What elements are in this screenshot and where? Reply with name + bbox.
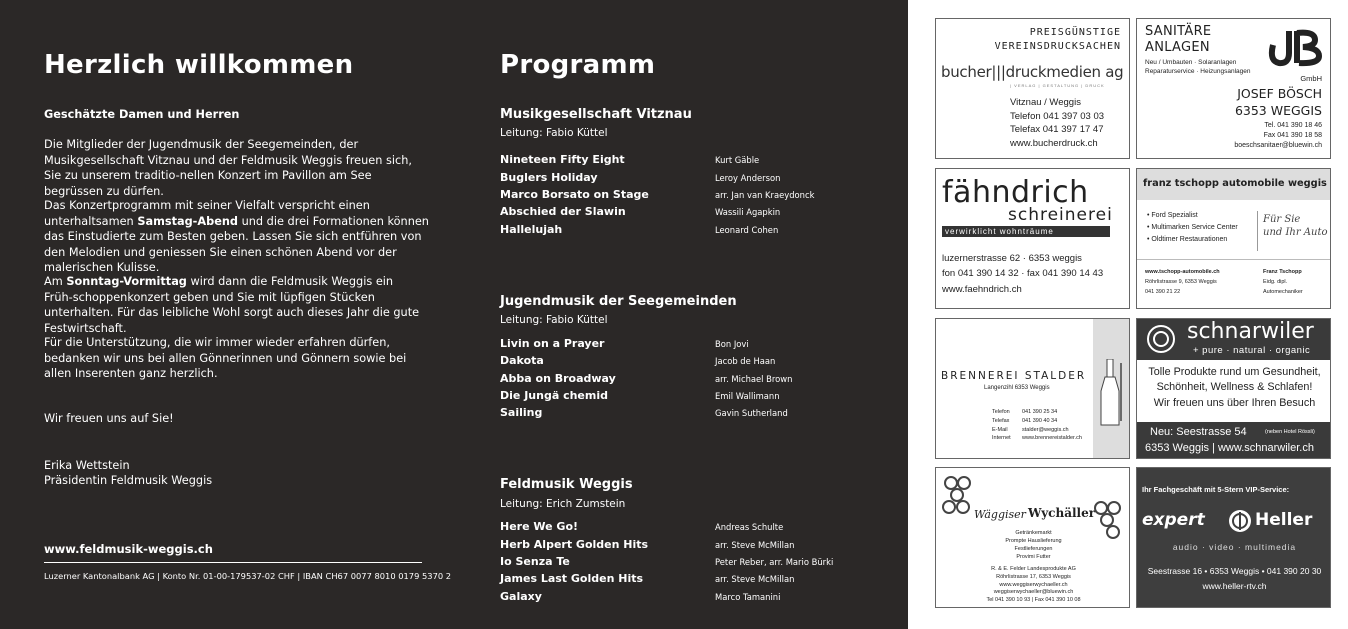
program-row (500, 406, 830, 423)
piece-composer: arr. Michael Brown (715, 374, 793, 384)
piece-composer: arr. Steve McMillan (715, 574, 795, 584)
piece-title: Buglers Holiday (500, 171, 598, 184)
piece-composer: arr. Steve McMillan (715, 540, 795, 550)
section-title: Musikgesellschaft Vitznau (500, 107, 692, 122)
program-row (500, 354, 830, 371)
salutation: Geschätzte Damen und Herren (44, 108, 240, 121)
program-row (500, 520, 830, 537)
section-leader: Leitung: Fabio Küttel (500, 127, 608, 139)
piece-composer: Peter Reber, arr. Mario Bürki (715, 557, 834, 567)
program-row (500, 538, 830, 555)
divider (44, 562, 422, 563)
piece-title: Here We Go! (500, 520, 579, 533)
piece-title: Hallelujah (500, 223, 563, 236)
piece-title: Marco Borsato on Stage (500, 188, 649, 201)
piece-title: Nineteen Fifty Eight (500, 153, 625, 166)
program-row (500, 188, 830, 205)
ad-schnarwiler: schnarwiler + pure · natural · organic Tolle Produkte rund um Gesundheit, Schönheit, Wellness & Schlafen! Wir freuen uns über Ihren Besuch Neu: Seestrasse 54 (neben Hotel Rössli) 6353 Weggis | www.schnarwiler.ch (1136, 318, 1331, 459)
piece-title: Abba on Broadway (500, 372, 616, 385)
welcome-closing: Wir freuen uns auf Sie! (44, 412, 174, 425)
bank-details: Luzerner Kantonalbank AG | Konto Nr. 01-00-179537-02 CHF | IBAN CH67 0077 8010 0179 5370 2 (44, 571, 452, 581)
ad-tschopp-automobile: franz tschopp automobile weggis • Ford Spezialist • Multimarken Service Center • Oldtimer Restaurationen Für Sie und Ihr Auto www.tschopp-automobile.ch Röhrlistrasse 9, 6353 Weggis 041 390 21 22 Franz Tschopp Eidg. dipl. Automechaniker (1136, 168, 1331, 309)
piece-title: Io Senza Te (500, 555, 570, 568)
section-title: Jugendmusik der Seegemeinden (500, 294, 737, 309)
piece-composer: Jacob de Haan (715, 356, 776, 366)
bucher-logo: bucher|||druckmedien ag (941, 63, 1124, 81)
program-row (500, 572, 830, 589)
section-title: Feldmusik Weggis (500, 477, 633, 492)
program-row (500, 555, 834, 572)
piece-title: James Last Golden Hits (500, 572, 644, 585)
welcome-paragraph-1: Die Mitglieder der Jugendmusik der Seegemeinden, der Musikgesellschaft Vitznau und der Feldmusik Weggis freuen sich, Sie zu unserem traditio-nellen Konzert im Pavillon am See begrüssen zu dürfen. (44, 138, 412, 198)
piece-title: Abschied der Slawin (500, 205, 626, 218)
piece-composer: Emil Wallimann (715, 391, 780, 401)
ad-brennerei-stalder: BRENNEREI STALDER Langenzihl 6353 Weggis Telefon 041 390 25 34 Telefax 041 390 40 34 E-Mail stalder@weggis.ch Internet www.brennereistalder.ch (935, 318, 1130, 459)
ad-josef-boesch: SANITÄRE ANLAGEN Neu / Umbauten · Solaranlagen Reparaturservice · Heizungsanlagen GmbH JOSEF BÖSCH 6353 WEGGIS Tel. 041 390 18 46 Fax 041 390 18 58 boeschsanitaer@bluewin.ch (1136, 18, 1331, 159)
welcome-paragraph-3: Am Sonntag-Vormittag wird dann die Feldmusik Weggis ein Früh-schoppenkonzert geben und Sie mit lüpfigen Stücken unterhalten. Für das leibliche Wohl sorgt auch dieses Jahr die gute Festwirtschaft. (44, 275, 420, 335)
ad-bucher-druckmedien: PREISGÜNSTIGE VEREINSDRUCKSACHEN bucher|||druckmedien ag | VERLAG | GESTALTUNG | DRUCK Vitznau / Weggis Telefon 041 397 03 03 Telefax 041 397 17 47 www.bucherdruck.ch (935, 18, 1130, 159)
piece-title: Livin on a Prayer (500, 337, 605, 350)
piece-composer: arr. Jan van Kraeydonck (715, 190, 815, 200)
program-row (500, 389, 830, 406)
piece-title: Dakota (500, 354, 544, 367)
welcome-paragraph-2: Das Konzertprogramm mit seiner Vielfalt verspricht einen unterhaltsamen Samstag-Abend und die drei Formationen können das Einstudierte zum Besten geben. Lassen Sie sich entführen von den Melodien und geniessen Sie einen schönen Abend vor der malerischen Kulisse. (44, 199, 429, 274)
expert-logo: expert (1142, 510, 1205, 530)
program-row (500, 153, 830, 170)
boesch-logo-icon (1267, 27, 1325, 67)
expert-badge-icon (1228, 509, 1252, 533)
program-row (500, 372, 830, 389)
website-link[interactable]: www.feldmusik-weggis.ch (44, 542, 213, 556)
program-row (500, 590, 830, 607)
program-row (500, 171, 830, 188)
welcome-paragraph-4: Für die Unterstützung, die wir immer wieder erfahren dürfen, bedanken wir uns bei allen Gönnerinnen und Gönnern sowie bei allen Inserenten ganz herzlich. (44, 336, 407, 380)
program-row (500, 223, 830, 240)
piece-title: Galaxy (500, 590, 542, 603)
schnarwiler-logo-icon (1141, 323, 1181, 355)
piece-composer: Bon Jovi (715, 339, 749, 349)
program-row (500, 337, 830, 354)
ad-faehndrich-schreinerei: fähndrich schreinerei verwirklicht wohnträume luzernerstrasse 62 · 6353 weggis fon 041 390 14 32 · fax 041 390 14 43 www.faehndrich.ch (935, 168, 1130, 309)
signer-name: Erika Wettstein (44, 459, 130, 472)
piece-title: Die Jungä chemid (500, 389, 608, 402)
ad-expert-heller: Ihr Fachgeschäft mit 5-Stern VIP-Service: expert Heller audio · video · multimedia Seestrasse 16 • 6353 Weggis • 041 390 20 30 www.heller-rtv.ch (1136, 467, 1331, 608)
program-title: Programm (500, 50, 656, 80)
piece-composer: Andreas Schulte (715, 522, 784, 532)
grapes-icon (941, 473, 977, 529)
piece-composer: Marco Tamanini (715, 592, 781, 602)
schnarwiler-logo: schnarwiler (1187, 319, 1314, 344)
piece-composer: Gavin Sutherland (715, 408, 788, 418)
section-leader: Leitung: Erich Zumstein (500, 498, 626, 510)
piece-composer: Wassili Agapkin (715, 207, 781, 217)
piece-title: Sailing (500, 406, 543, 419)
piece-title: Herb Alpert Golden Hits (500, 538, 649, 551)
signer-role: Präsidentin Feldmusik Weggis (44, 474, 213, 487)
piece-composer: Kurt Gäble (715, 155, 760, 165)
bottle-icon (1096, 359, 1124, 429)
program-row (500, 205, 830, 222)
welcome-title: Herzlich willkommen (44, 50, 354, 80)
ad-waeggiser-wychaeller: Wäggiser Wychäller Getränkemarkt Prompte Hauslieferung Festlieferungen Provimi Futter R. & E. Felder Landesprodukte AG Röhrlistrasse 17, 6353 Weggis www.weggiserwychaeller.ch weggiserwychaeller@bluewin.ch Tel 041 390 10 93 | Fax 041 390 10 08 (935, 467, 1130, 608)
faehndrich-logo: fähndrich (942, 175, 1089, 210)
piece-composer: Leroy Anderson (715, 173, 781, 183)
piece-composer: Leonard Cohen (715, 225, 779, 235)
section-leader: Leitung: Fabio Küttel (500, 314, 608, 326)
